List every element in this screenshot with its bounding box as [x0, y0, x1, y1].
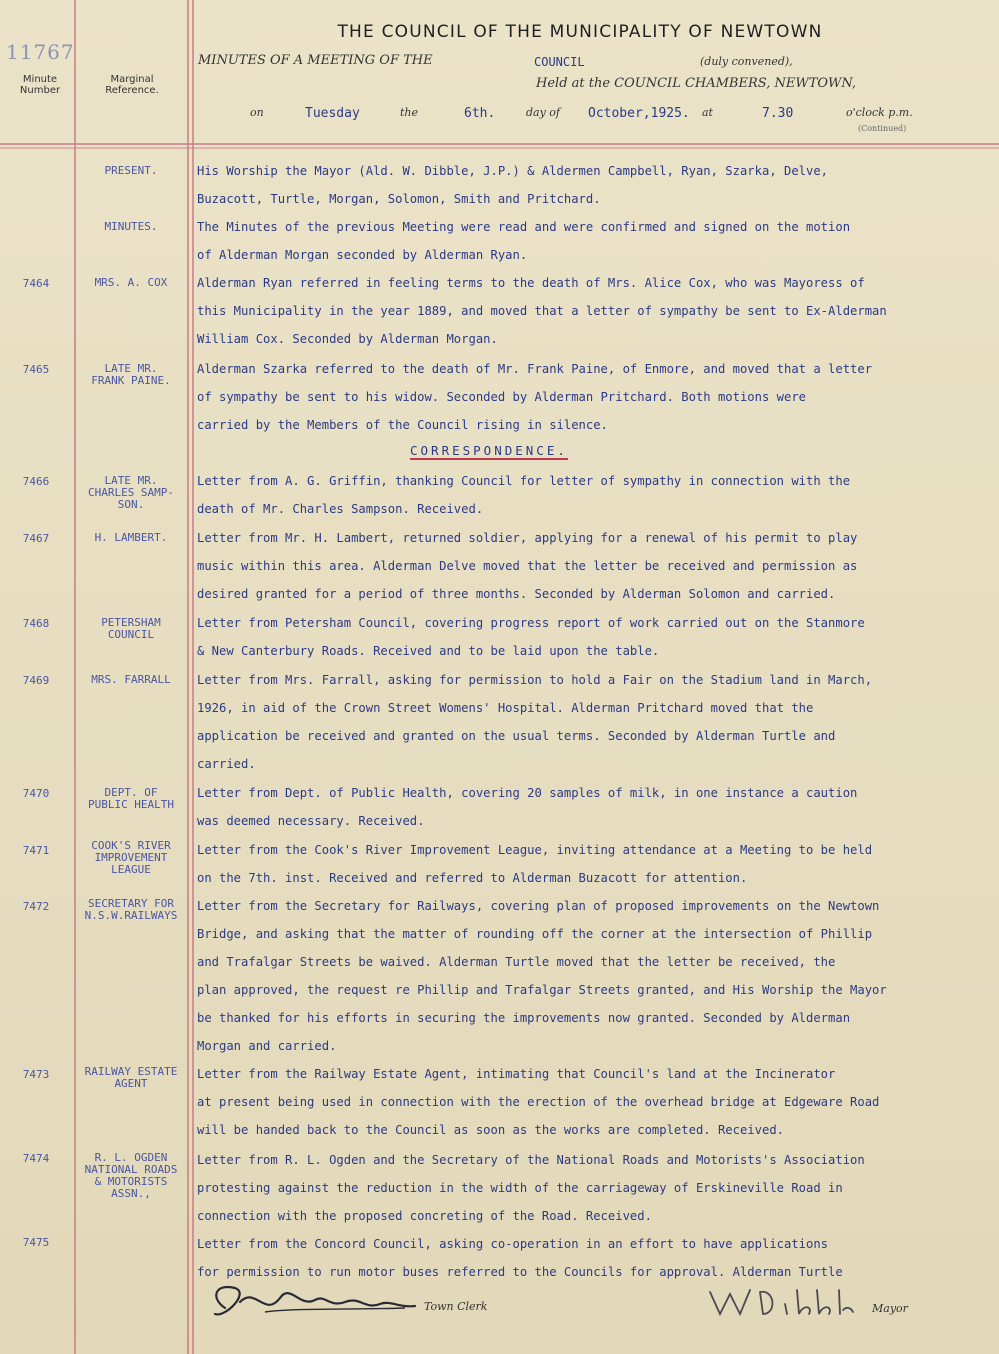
entry-line: will be handed back to the Council as soon as the works are completed. Received.: [197, 1123, 784, 1137]
entry-line: death of Mr. Charles Sampson. Received.: [197, 502, 484, 516]
marginal-reference: MRS. FARRALL: [91, 673, 171, 686]
entry-text: [197, 157, 987, 213]
the-label: the: [400, 106, 419, 119]
entry-line: Bridge, and asking that the matter of rounding off the corner at the intersection of Phillip: [197, 927, 873, 941]
meeting-type: COUNCIL: [534, 55, 585, 69]
town-clerk-signature: [205, 1278, 420, 1326]
entry-line: for permission to run motor buses referred to the Councils for approval. Alderman Turtle: [197, 1265, 843, 1279]
entry-text: [197, 467, 987, 523]
entry-line: Letter from the Railway Estate Agent, intimating that Council's land at the Incinerator: [197, 1067, 836, 1081]
marginal-reference: PRESENT.: [104, 164, 158, 177]
meeting-time: 7.30: [762, 106, 794, 121]
minute-number: 7466: [22, 475, 50, 488]
entry-line: Morgan and carried.: [197, 1039, 337, 1053]
entry-text: [197, 269, 987, 353]
correspondence-heading: CORRESPONDENCE.: [410, 443, 568, 458]
oclock-label: o'clock p.m.: [846, 106, 913, 119]
entry-line: Letter from Mr. H. Lambert, returned soldier, applying for a renewal of his permit to play: [197, 531, 858, 545]
meeting-subtitle: MINUTES OF A MEETING OF THE: [198, 53, 433, 68]
town-clerk-label: Town Clerk: [424, 1300, 488, 1313]
entry-line: Letter from the Secretary for Railways, covering plan of proposed improvements on the Newtown: [197, 899, 880, 913]
entry-line: Letter from A. G. Griffin, thanking Council for letter of sympathy in connection with the: [197, 474, 851, 488]
entry-line: application be received and granted on the usual terms. Seconded by Alderman Turtle and: [197, 729, 836, 743]
entry-line: Letter from Dept. of Public Health, covering 20 samples of milk, in one instance a caution: [197, 786, 858, 800]
margin-rule-reference: [187, 0, 189, 1354]
minute-number: 7468: [22, 617, 50, 630]
entry-line: on the 7th. inst. Received and referred to Alderman Buzacott for attention.: [197, 871, 748, 885]
minute-number: 7473: [22, 1068, 50, 1081]
entry-line: Letter from R. L. Ogden and the Secretary of the National Roads and Motorists's Association: [197, 1153, 865, 1167]
entry-line: Alderman Szarka referred to the death of Mr. Frank Paine, of Enmore, and moved that a letter: [197, 362, 873, 376]
entry-text: [197, 213, 987, 269]
meeting-month-year: October,1925.: [588, 106, 690, 121]
marginal-reference: RAILWAY ESTATE AGENT: [84, 1065, 178, 1090]
entry-text: [197, 1146, 987, 1230]
marginal-reference: MRS. A. COX: [94, 276, 168, 289]
marginal-reference: PETERSHAM COUNCIL: [101, 616, 161, 641]
entry-line: Letter from the Concord Council, asking co-operation in an effort to have applications: [197, 1237, 829, 1251]
minute-number: 7469: [22, 674, 50, 687]
entry-line: this Municipality in the year 1889, and moved that a letter of sympathy be sent to Ex-Alderman: [197, 304, 887, 318]
margin-rule-text: [192, 0, 194, 1354]
entry-line: carried by the Members of the Council rising in silence.: [197, 418, 608, 432]
duly-convened-label: (duly convened),: [700, 55, 793, 68]
minute-number: 7471: [22, 844, 50, 857]
entry-text: [197, 836, 987, 892]
continued-label: (Continued): [858, 124, 907, 133]
entry-line: carried.: [197, 757, 256, 771]
at-label: at: [702, 106, 713, 119]
entry-line: of sympathy be sent to his widow. Seconded by Alderman Pritchard. Both motions were: [197, 390, 807, 404]
entry-line: was deemed necessary. Received.: [197, 814, 425, 828]
entry-line: connection with the proposed concreting of the Road. Received.: [197, 1209, 652, 1223]
page-number-stamp: 11767: [6, 40, 75, 64]
marginal-reference-column-header: Marginal Reference.: [105, 74, 159, 96]
entry-line: of Alderman Morgan seconded by Alderman Ryan.: [197, 248, 528, 262]
entry-line: William Cox. Seconded by Alderman Morgan.: [197, 332, 498, 346]
marginal-reference: LATE MR. FRANK PAINE.: [91, 362, 171, 387]
header-rule: [0, 143, 999, 145]
minute-number: 7470: [22, 787, 50, 800]
entry-line: Alderman Ryan referred in feeling terms to the death of Mrs. Alice Cox, who was Mayoress of: [197, 276, 865, 290]
minute-number-column-header: Minute Number: [19, 74, 61, 96]
entry-text: [197, 779, 987, 835]
minute-number: 7474: [22, 1152, 50, 1165]
entry-line: music within this area. Alderman Delve moved that the letter be received and permission as: [197, 559, 858, 573]
meeting-day: 6th.: [464, 106, 496, 121]
mayor-signature: [705, 1284, 855, 1320]
minute-number: 7465: [22, 363, 50, 376]
entry-line: protesting against the reduction in the width of the carriageway of Erskineville Road in: [197, 1181, 843, 1195]
entry-line: plan approved, the request re Phillip and Trafalgar Streets granted, and His Worship the Mayor: [197, 983, 887, 997]
entry-text: [197, 666, 987, 778]
entry-text: [197, 609, 987, 665]
entry-line: Buzacott, Turtle, Morgan, Solomon, Smith and Pritchard.: [197, 192, 601, 206]
entry-text: [197, 355, 987, 439]
entry-line: Letter from Petersham Council, covering progress report of work carried out on the Stanmore: [197, 616, 865, 630]
entry-line: be thanked for his efforts in securing the improvements now granted. Seconded by Alderman: [197, 1011, 851, 1025]
entry-text: [197, 892, 987, 1060]
meeting-location: Held at the COUNCIL CHAMBERS, NEWTOWN,: [536, 76, 857, 91]
minute-number: 7464: [22, 277, 50, 290]
marginal-reference: COOK'S RIVER IMPROVEMENT LEAGUE: [91, 839, 171, 876]
minute-number: 7467: [22, 532, 50, 545]
entry-line: at present being used in connection with the erection of the overhead bridge at Edgeware Road: [197, 1095, 880, 1109]
entry-line: desired granted for a period of three months. Seconded by Alderman Solomon and carried.: [197, 587, 836, 601]
entry-line: Letter from Mrs. Farrall, asking for permission to hold a Fair on the Stadium land in March,: [197, 673, 873, 687]
header-rule-double: [0, 147, 999, 149]
minute-number: 7472: [22, 900, 50, 913]
entry-text: [197, 1060, 987, 1144]
marginal-reference: LATE MR. CHARLES SAMP- SON.: [87, 474, 175, 511]
entry-line: 1926, in aid of the Crown Street Womens' Hospital. Alderman Pritchard moved that the: [197, 701, 814, 715]
mayor-label: Mayor: [872, 1302, 908, 1315]
entry-line: Letter from the Cook's River Improvement League, inviting attendance at a Meeting to be held: [197, 843, 873, 857]
marginal-reference: SECRETARY FOR N.S.W.RAILWAYS: [84, 897, 178, 922]
entry-text: [197, 524, 987, 608]
document-title: THE COUNCIL OF THE MUNICIPALITY OF NEWTOWN: [337, 22, 823, 42]
marginal-reference: DEPT. OF PUBLIC HEALTH: [87, 786, 175, 811]
entry-line: and Trafalgar Streets be waived. Alderman Turtle moved that the letter be received, the: [197, 955, 836, 969]
meeting-weekday: Tuesday: [305, 106, 360, 121]
entry-line: The Minutes of the previous Meeting were read and were confirmed and signed on the motion: [197, 220, 851, 234]
day-of-label: day of: [526, 106, 561, 119]
marginal-reference: MINUTES.: [104, 220, 158, 233]
on-label: on: [250, 106, 264, 119]
minute-number: 7475: [22, 1236, 50, 1249]
marginal-reference: R. L. OGDEN NATIONAL ROADS & MOTORISTS ASSN.,: [84, 1151, 178, 1200]
entry-line: & New Canterbury Roads. Received and to be laid upon the table.: [197, 644, 660, 658]
marginal-reference: H. LAMBERT.: [94, 531, 168, 544]
entry-line: His Worship the Mayor (Ald. W. Dibble, J.P.) & Aldermen Campbell, Ryan, Szarka, Delve,: [197, 164, 829, 178]
